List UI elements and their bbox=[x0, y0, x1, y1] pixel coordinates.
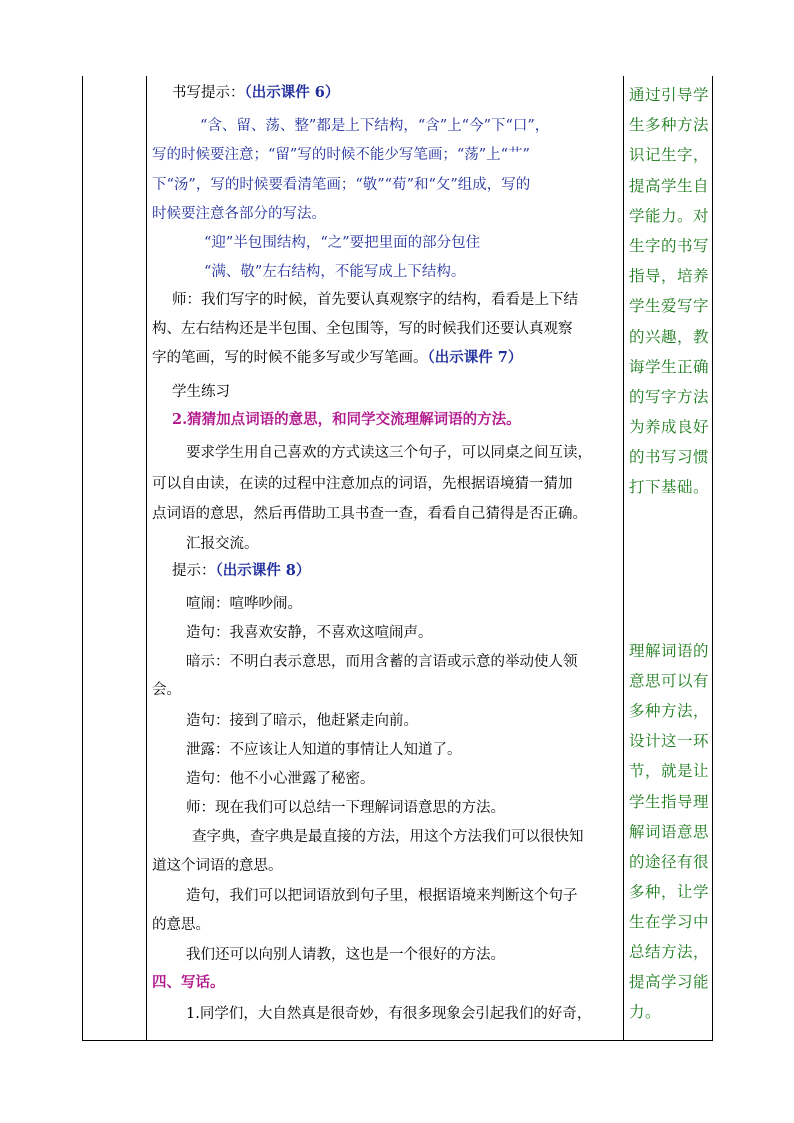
main-text-line bbox=[152, 680, 181, 700]
line-text: 四、写话。 bbox=[152, 974, 225, 991]
line-text: 会。 bbox=[152, 682, 181, 698]
main-text-line bbox=[172, 382, 230, 402]
line-text: 道这个词语的意思。 bbox=[152, 858, 283, 874]
line-text: 书写提示： bbox=[172, 85, 245, 101]
main-text-line bbox=[186, 443, 592, 463]
line-text: 喧闹：喧哗吵闹。 bbox=[186, 596, 302, 612]
main-text-line bbox=[186, 534, 259, 554]
line-text: 2.猜猜加点词语的意思，和同学交流理解词语的方法。 bbox=[172, 411, 521, 428]
main-text-line bbox=[152, 319, 573, 339]
main-text-line bbox=[186, 798, 505, 818]
line-text: 学生练习 bbox=[172, 384, 230, 400]
line-text: 时候要注意各部分的写法。 bbox=[152, 206, 326, 222]
main-text-line bbox=[200, 116, 549, 136]
main-text-line bbox=[172, 83, 339, 103]
main-text-line bbox=[186, 652, 578, 672]
note-text-line: 的写字方法 bbox=[629, 388, 710, 406]
main-text-line bbox=[204, 233, 480, 253]
note-text-line: 的途径有很 bbox=[629, 853, 710, 871]
line-text: 下“汤”，写的时候要看清笔画；“敬”“荀”和“攵”组成，写的 bbox=[152, 177, 531, 193]
main-text-line bbox=[186, 945, 505, 965]
courseware-ref: （出示课件 8） bbox=[215, 562, 311, 579]
note-text-line: 指导，培养 bbox=[629, 267, 710, 285]
note-text-line: 多种，让学 bbox=[629, 883, 710, 901]
courseware-ref: （出示课件 6） bbox=[244, 84, 340, 101]
line-text: 提示： bbox=[172, 563, 216, 579]
column-divider-right bbox=[623, 76, 624, 1041]
design-intent-column bbox=[629, 76, 711, 1041]
line-text: 要求学生用自己喜欢的方式读这三个句子，可以同桌之间互读， bbox=[186, 445, 592, 461]
note-text-line: 提高学习能 bbox=[629, 973, 710, 991]
main-text-line bbox=[186, 886, 578, 906]
line-text: “含、留、荡、整”都是上下结构，“含”上“今”下“口”， bbox=[200, 118, 550, 134]
main-text-line bbox=[152, 348, 522, 368]
line-text: 造句：接到了暗示，他赶紧走向前。 bbox=[186, 713, 418, 729]
main-text-line bbox=[186, 769, 375, 789]
main-text-line bbox=[192, 827, 584, 847]
line-text: 构、左右结构还是半包围、全包围等，写的时候我们还要认真观察 bbox=[152, 321, 573, 337]
note-text-line: 的兴趣，教 bbox=[629, 328, 710, 346]
note-text-line: 设计这一环 bbox=[629, 732, 710, 750]
main-text-line bbox=[186, 594, 302, 614]
note-text-line: 为养成良好 bbox=[629, 418, 710, 436]
note-text-line: 力。 bbox=[629, 1003, 662, 1021]
line-text: 点词语的意思，然后再借助工具书查一查，看看自己猜得是否正确。 bbox=[152, 506, 587, 522]
note-text-line: 学生指导理 bbox=[629, 793, 710, 811]
main-text-line bbox=[172, 561, 310, 581]
line-text: 写的时候要注意；“留”写的时候不能少写笔画；“荡”上“艹” bbox=[152, 147, 530, 163]
note-text-line: 的书写习惯 bbox=[629, 448, 710, 466]
main-text-line bbox=[172, 290, 578, 310]
main-text-line bbox=[152, 915, 210, 935]
note-text-line: 意思可以有 bbox=[629, 672, 710, 690]
line-text: 1.同学们，大自然真是很奇妙，有很多现象会引起我们的好奇， bbox=[186, 1006, 592, 1022]
main-text-line bbox=[152, 856, 283, 876]
note-text-line: 识记生字， bbox=[629, 146, 710, 164]
main-text-line bbox=[186, 711, 418, 731]
line-text: 造句，我们可以把词语放到句子里，根据语境来判断这个句子 bbox=[186, 888, 578, 904]
main-text-line bbox=[152, 504, 587, 524]
line-text: 师：我们写字的时候，首先要认真观察字的结构，看看是上下结 bbox=[172, 292, 578, 308]
note-text-line: 打下基础。 bbox=[629, 478, 710, 496]
note-text-line: 理解词语的 bbox=[629, 642, 710, 660]
main-text-line bbox=[204, 262, 465, 282]
note-text-line: 生在学习中 bbox=[629, 913, 710, 931]
line-text: 我们还可以向别人请教，这也是一个很好的方法。 bbox=[186, 947, 505, 963]
line-text: 泄露：不应该让人知道的事情让人知道了。 bbox=[186, 742, 462, 758]
main-text-line bbox=[152, 204, 326, 224]
line-text: 造句：他不小心泄露了秘密。 bbox=[186, 771, 375, 787]
note-text-line: 学能力。对 bbox=[629, 207, 710, 225]
line-text: 可以自由读，在读的过程中注意加点的词语，先根据语境猜一猜加 bbox=[152, 476, 573, 492]
main-text-line bbox=[152, 973, 225, 993]
line-text: “满、敬”左右结构，不能写成上下结构。 bbox=[204, 264, 466, 280]
note-text-line: 解词语意思 bbox=[629, 823, 710, 841]
line-text: 查字典，查字典是最直接的方法，用这个方法我们可以很快知 bbox=[192, 829, 584, 845]
line-text: 造句：我喜欢安静，不喜欢这喧闹声。 bbox=[186, 625, 433, 641]
line-text: 汇报交流。 bbox=[186, 536, 259, 552]
line-text: 师：现在我们可以总结一下理解词语意思的方法。 bbox=[186, 800, 505, 816]
main-text-line bbox=[152, 175, 530, 195]
note-text-line: 多种方法， bbox=[629, 702, 710, 720]
main-text-line bbox=[152, 474, 573, 494]
note-text-line: 总结方法， bbox=[629, 943, 710, 961]
note-text-line: 生多种方法 bbox=[629, 116, 710, 134]
teaching-process-column bbox=[152, 76, 622, 1041]
main-text-line bbox=[186, 623, 433, 643]
note-text-line: 生字的书写 bbox=[629, 237, 710, 255]
note-text-line: 提高学生自 bbox=[629, 177, 710, 195]
main-text-line bbox=[172, 410, 521, 430]
line-text: 的意思。 bbox=[152, 917, 210, 933]
main-text-line bbox=[186, 740, 462, 760]
line-text: 字的笔画，写的时候不能多写或少写笔画。 bbox=[152, 350, 428, 366]
line-text: 暗示：不明白表示意思，而用含蓄的言语或示意的举动使人领 bbox=[186, 654, 578, 670]
column-divider-left bbox=[146, 76, 147, 1041]
line-text: “迎”半包围结构，“之”要把里面的部分包住 bbox=[204, 235, 481, 251]
main-text-line bbox=[152, 145, 530, 165]
note-text-line: 节，就是让 bbox=[629, 762, 710, 780]
note-text-line: 通过引导学 bbox=[629, 86, 710, 104]
main-text-line bbox=[186, 1004, 591, 1024]
note-text-line: 诲学生正确 bbox=[629, 358, 710, 376]
note-text-line: 学生爱写字 bbox=[629, 297, 710, 315]
courseware-ref: （出示课件 7） bbox=[427, 349, 523, 366]
